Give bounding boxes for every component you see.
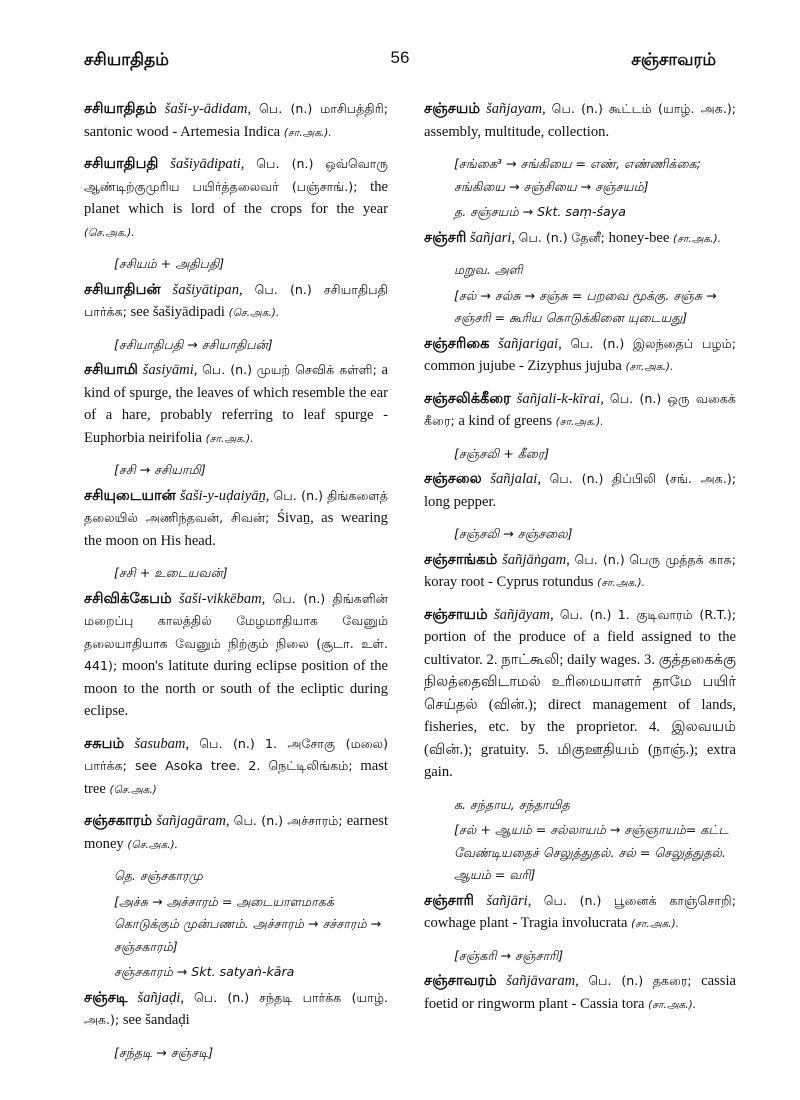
english-definition: portion of the produce of a field assigned to the cultivator. 2. நாட்கூலி; daily wages. 3. குத்தகைக்கு நிலத்தைவிடாமல் உரிமையாளர் தாமே பயிர் செய்தல் (வின்.); direct management of lands, fisheries, etc. by the proprietor. 4. இலவயம் (வின்.); gratuity. 5. மிகுஊதியம் (நாஞ்.); extra gain. [424, 629, 736, 780]
dictionary-entry [424, 388, 736, 466]
part-of-speech: பெ. (n.) [549, 471, 604, 486]
english-definition: see šašiyādipadi [130, 304, 225, 320]
source-abbreviation: (சா.அக.). [673, 232, 721, 245]
dictionary-entry [84, 485, 388, 585]
headword: சஞ்சலிக்கீரை [424, 389, 511, 407]
transliteration: šañjari, [470, 229, 516, 246]
page-number: 56 [390, 48, 410, 67]
entry-text [84, 588, 388, 724]
part-of-speech: பெ. (n.) [551, 101, 603, 116]
entry-text [84, 733, 388, 802]
source-abbreviation: (சா.அக.). [648, 998, 697, 1011]
dictionary-entry [84, 98, 388, 144]
etymology-note: [சஞ்சலி + கீரை] [454, 445, 550, 461]
headword: சஞ்சாயம் [424, 605, 488, 623]
entry-text [424, 970, 736, 1016]
etymology-note: [அச்சு → அச்சாரம் = அடையாளமாகக் கொடுக்கும் முன்பணம். அச்சாரம் → சச்சாரம் → சஞ்சகாரம்] [114, 893, 382, 954]
part-of-speech: பெ. (n.) [559, 606, 612, 622]
source-abbreviation: (செ.அக.). [127, 838, 178, 851]
entry-text [84, 987, 388, 1033]
tamil-definition: திங்களைத் தலையில் அணிந்தவன், சிவன்; [84, 487, 388, 525]
left-column [84, 98, 388, 1067]
part-of-speech: பெ. (n.) [202, 362, 253, 377]
english-definition: Śivaṉ, as wearing the moon on His head. [84, 510, 388, 549]
headword: சசியாதிபதி [84, 155, 159, 172]
headword: சஞ்சாங்கம் [424, 550, 498, 568]
english-definition: the planet which is lord of the crops for the year [84, 178, 388, 217]
headword: சஞ்சரி [424, 228, 467, 246]
etymology-note: [சசி → சசியாமி] [114, 462, 206, 477]
headword: சஞ்சகாரம் [84, 812, 153, 829]
dictionary-entry [84, 588, 388, 724]
entry-text [424, 549, 736, 595]
etymology-note: [சஞ்சலி → சஞ்சலை] [454, 526, 573, 541]
part-of-speech: பெ. (n.) [588, 973, 644, 988]
english-definition: honey-bee [608, 229, 670, 246]
dictionary-entry [424, 333, 736, 379]
dictionary-entry [84, 153, 388, 276]
source-abbreviation: (சா.அக.). [631, 918, 680, 930]
entry-text [424, 98, 736, 144]
transliteration: šañjāri, [486, 892, 532, 909]
part-of-speech: பெ. (n.) [199, 735, 255, 751]
dictionary-entry [424, 604, 736, 887]
part-of-speech: பெ. (n.) [259, 101, 313, 116]
tamil-definition: ஒவ்வொரு ஆண்டிற்குமுரிய பயிர்த்தலைவர் (பஞ்சாங்.); [84, 156, 388, 194]
part-of-speech: பெ. (n.) [570, 335, 625, 351]
english-definition: cassia foetid or ringworm plant - Cassia tora [424, 973, 737, 1012]
tamil-definition: 1. குடிவாரம் (R.T.); [617, 606, 736, 622]
headword: சசிவிக்கேபம் [84, 589, 172, 607]
tamil-definition: 1. அசோகு (மலை) பார்க்க; see Asoka tree. 2. நெட்டிலிங்கம்; [84, 735, 388, 773]
dictionary-entry [424, 98, 736, 224]
source-abbreviation: (செ.அக.) [109, 783, 157, 796]
headword: சசியாதிபன் [84, 280, 161, 298]
headword: சஞ்சயம் [424, 100, 481, 117]
transliteration: šañjāṅgam, [502, 551, 570, 568]
english-definition: moon's latitute during eclipse position of the moon to the north or south of the ecliptic during eclipse. [84, 658, 388, 719]
dictionary-entry [84, 359, 388, 482]
entry-text [424, 604, 736, 785]
etymology-note: [சல் + ஆயம் = சல்லாயம் → சஞ்ஞாயம்= கட்ட வேண்டியதைச் செலுத்துதல். சல் = செலுத்துதல். ஆயம் = வரி] [454, 822, 729, 882]
english-definition: long pepper. [424, 493, 497, 510]
entry-text [84, 279, 388, 325]
tamil-definition: இலந்தைப் பழம்; [632, 335, 736, 351]
dictionary-entry [424, 970, 736, 1016]
dictionary-entry [424, 549, 736, 595]
english-definition: a kind of spurge, the leaves of which resemble the ear of a hare, probably referring to leaf spurge - Euphorbia neirifolia [84, 362, 388, 446]
header-last-headword: சஞ்சாவரம் [631, 50, 716, 70]
etymology-note: [சல் → சல்சு → சஞ்சு = பறவை மூக்கு. சஞ்சு → சஞ்சரி = கூரிய கொடுக்கினை யுடையது] [454, 287, 717, 325]
part-of-speech: பெ. (n.) [273, 487, 323, 503]
headword: சசியாமி [84, 361, 139, 378]
source-abbreviation: (செ.அக.). [228, 307, 280, 319]
english-definition: common jujube - Zizyphus jujuba [424, 358, 622, 374]
transliteration: šañjaḍi, [137, 989, 185, 1006]
transliteration: šañjalai, [490, 471, 542, 487]
source-abbreviation: (சா.அக.). [205, 432, 254, 445]
tamil-definition: பெரு முத்தக் காசு; [629, 551, 736, 567]
headword: சசுபம் [84, 734, 125, 752]
etymology-note: [சந்தடி → சஞ்சடி] [114, 1044, 214, 1060]
etymology-note: சஞ்சகாரம் → Skt. satyaṅ-kāra [114, 964, 295, 979]
dictionary-entry [84, 733, 388, 802]
part-of-speech: பெ. (n.) [272, 590, 326, 606]
tamil-definition: ஒரு வகைக் கீரை; [424, 390, 736, 428]
part-of-speech: பெ. (n.) [518, 229, 568, 245]
transliteration: šasubam, [134, 735, 190, 752]
etymology-note: [சஞ்கரி → சஞ்சாரி] [454, 947, 564, 963]
right-column [424, 98, 736, 1025]
transliteration: šañjayam, [486, 101, 546, 117]
tamil-definition: பூனைக் காஞ்சொறி; [613, 892, 736, 908]
transliteration: šasiyāmi, [142, 362, 198, 378]
entry-text [424, 468, 736, 514]
etymology-note: தெ. சஞ்சகாரமு [114, 868, 203, 883]
tamil-definition: தகரை; [652, 973, 692, 988]
part-of-speech: பெ. (n.) [543, 892, 602, 908]
dictionary-entry [424, 468, 736, 546]
transliteration: šañjagāram, [156, 813, 230, 829]
dictionary-entry [84, 810, 388, 984]
source-abbreviation: (சா.அக.). [555, 416, 604, 428]
tamil-definition: சந்தடி பார்க்க (யாழ். அக.); [84, 989, 389, 1027]
etymology-note: த. சஞ்சயம் → Skt. saṃ-śaya [454, 204, 626, 219]
tamil-definition: சசியாதிபதி பார்க்க; [84, 281, 388, 319]
tamil-definition: அச்சாரம்; [287, 813, 343, 828]
entry-text [424, 388, 736, 434]
entry-text [424, 333, 736, 379]
tamil-definition: மாசிபத்திரி; [320, 101, 389, 116]
dictionary-entry [424, 890, 736, 968]
source-abbreviation: (சா.அக.). [283, 126, 332, 139]
headword: சஞ்சடி [84, 988, 128, 1006]
headword: சஞ்சரிகை [424, 334, 490, 352]
source-abbreviation: (செ.அக.). [84, 226, 135, 239]
headword: சசியுடையான் [84, 486, 176, 504]
transliteration: šaši-y-uḍaiyāṉ, [179, 487, 270, 504]
dictionary-entry [424, 227, 736, 330]
etymology-note: [சசியாதிபதி → சசியாதிபன்] [114, 336, 273, 352]
transliteration: šaši-y-ādidam, [164, 101, 252, 117]
dictionary-entry [84, 279, 388, 357]
tamil-definition: கூட்டம் (யாழ். அக.); [608, 101, 736, 116]
part-of-speech: பெ. (n.) [193, 989, 250, 1005]
part-of-speech: பெ. (n.) [609, 390, 662, 406]
english-definition: see šandaḍi [122, 1012, 190, 1028]
entry-text [424, 890, 736, 936]
dictionary-entry [84, 987, 388, 1065]
etymology-note: [சங்கை³ → சங்கியை = எண், எண்ணிக்கை; சங்கியை → சஞ்சியை → சஞ்சயம்] [454, 156, 701, 194]
etymology-note: [சசியம் + அதிபதி] [114, 256, 225, 271]
transliteration: šaši-vikkēbam, [179, 590, 266, 607]
headword: சசியாதிதம் [84, 100, 157, 117]
english-definition: koray root - Cyprus rotundus [424, 574, 594, 590]
part-of-speech: பெ. (n.) [254, 281, 312, 297]
transliteration: šañjarigai, [498, 335, 562, 352]
transliteration: šañjali-k-kīrai, [516, 390, 604, 407]
entry-text [84, 98, 388, 144]
tamil-definition: தேனீ; [571, 229, 605, 245]
header-first-headword: சசியாதிதம் [84, 50, 169, 70]
transliteration: šašiyādipati, [170, 156, 245, 172]
headword: சஞ்சலை [424, 470, 482, 487]
transliteration: šañjāyam, [494, 606, 554, 623]
etymology-note: க. சந்தாய, சந்தாயித [454, 796, 570, 812]
entry-text [424, 227, 736, 251]
entry-text [84, 153, 388, 244]
entry-text [84, 485, 388, 554]
english-definition: santonic wood - Artemesia Indica [84, 123, 281, 140]
transliteration: šašiyātipan, [172, 281, 243, 298]
tamil-definition: திங்களின் மறைப்பு காலத்தில் மேழமாதியாக வேனும் தலையாதியாக வேனும் நிற்கும் நிலை (சூடா. உள். 441); [84, 590, 388, 673]
english-definition: cowhage plant - Tragia involucrata [424, 915, 628, 931]
etymology-note: மறுவ. அளி [454, 262, 523, 277]
tamil-definition: முயற் செவிக் கள்ளி; [256, 362, 377, 377]
english-definition: assembly, multitude, collection. [424, 123, 610, 140]
transliteration: šañjāvaram, [506, 973, 579, 989]
part-of-speech: பெ. (n.) [574, 551, 625, 567]
tamil-definition: திப்பிலி (சங். அக.); [612, 471, 736, 486]
page-header [84, 44, 716, 78]
english-definition: a kind of greens [458, 413, 553, 429]
source-abbreviation: (சா.அக.). [625, 361, 674, 373]
source-abbreviation: (சா.அக.). [597, 577, 645, 589]
etymology-note: [சசி + உடையவன்] [114, 565, 228, 580]
entry-text [84, 810, 388, 856]
part-of-speech: பெ. (n.) [233, 813, 284, 828]
headword: சஞ்சாரி [424, 891, 474, 909]
english-definition: earnest money [84, 813, 389, 852]
headword: சஞ்சாவரம் [424, 972, 497, 989]
entry-text [84, 359, 388, 450]
part-of-speech: பெ. (n.) [256, 156, 314, 171]
english-definition: mast tree [84, 758, 388, 797]
